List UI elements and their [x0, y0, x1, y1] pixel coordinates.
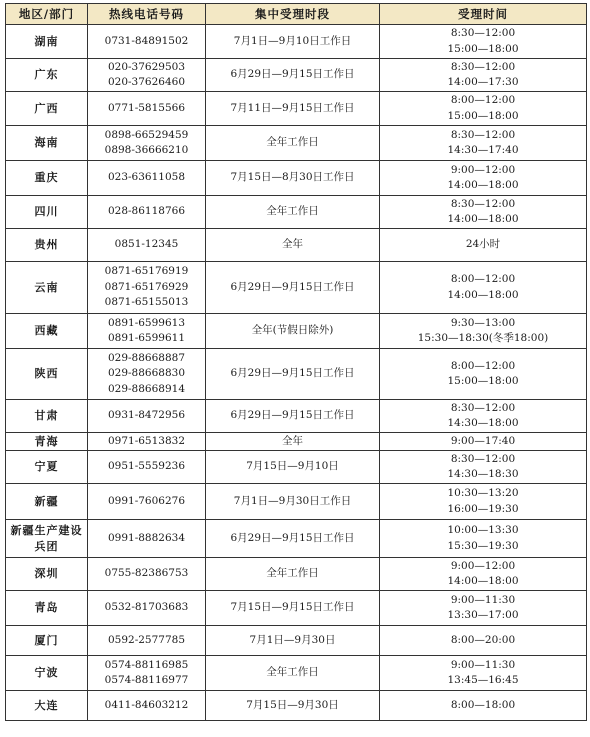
region-cell: 海南: [6, 126, 88, 161]
region-cell: 青海: [6, 433, 88, 451]
hours-cell: [380, 433, 587, 451]
period-cell: 全年工作日: [206, 196, 380, 229]
period-cell: 6月29日—9月15日工作日: [206, 520, 380, 558]
hours-range: 14:00—17:30: [447, 76, 519, 88]
table-row: [6, 400, 587, 433]
phone-number: 0991-8882634: [107, 531, 186, 544]
region-cell: 西藏: [6, 314, 88, 349]
phone-cell: [88, 558, 206, 591]
period-cell: 6月29日—9月15日工作日: [206, 400, 380, 433]
phone-cell: [88, 59, 206, 92]
hours-range: 8:00—12:00: [450, 94, 516, 106]
phone-number: 029-88668830: [107, 367, 186, 380]
hours-range: 13:45—16:45: [447, 674, 519, 686]
hours-range: 16:00—19:30: [447, 502, 519, 515]
phone-number: 0532-81703683: [104, 601, 189, 614]
header-region: 地区/部门: [6, 4, 88, 25]
hours-cell: [380, 691, 587, 721]
hours-range: 14:30—18:30: [447, 468, 519, 480]
hours-range: 14:00—18:00: [447, 179, 519, 191]
region-cell: 广东: [6, 59, 88, 92]
hours-range: 14:30—18:00: [447, 417, 519, 429]
phone-number: 0574-88116977: [104, 674, 189, 686]
phone-number: 0731-84891502: [104, 34, 189, 47]
hours-range: 14:00—18:00: [447, 213, 519, 225]
hours-range: 14:30—17:40: [447, 144, 519, 156]
hours-range: 14:00—18:00: [447, 575, 519, 587]
hours-range: 8:00—12:00: [450, 359, 516, 372]
hours-range: 15:00—18:00: [447, 109, 519, 122]
hours-range: 9:00—12:00: [450, 163, 516, 176]
region-cell: 宁波: [6, 656, 88, 691]
region-cell: 大连: [6, 691, 88, 721]
region-cell: 甘肃: [6, 400, 88, 433]
phone-number: 0871-65176929: [104, 280, 189, 293]
hours-range: 9:00—11:30: [450, 658, 516, 671]
hours-cell: [380, 262, 587, 314]
hours-range: 8:30—12:00: [450, 401, 516, 414]
phone-cell: [88, 451, 206, 484]
hours-cell: [380, 196, 587, 229]
hours-range: 24小时: [465, 238, 501, 251]
phone-cell: [88, 433, 206, 451]
phone-number: 0898-36666210: [104, 144, 189, 156]
hours-range: 9:00—17:40: [450, 434, 516, 447]
hours-range: 10:30—13:20: [447, 487, 519, 499]
phone-cell: [88, 520, 206, 558]
region-cell: 厦门: [6, 626, 88, 656]
region-cell: 陕西: [6, 349, 88, 400]
region-cell: 重庆: [6, 161, 88, 196]
hours-cell: [380, 626, 587, 656]
hours-range: 10:00—13:30: [447, 524, 519, 536]
period-cell: 全年(节假日除外): [206, 314, 380, 349]
region-cell: 新疆: [6, 484, 88, 520]
hours-range: 8:00—12:00: [450, 273, 516, 285]
phone-cell: [88, 626, 206, 656]
table-row: [6, 484, 587, 520]
phone-number: 0891-6599613: [107, 316, 186, 329]
hours-range: 15:30—19:30: [447, 539, 519, 552]
region-cell: 四川: [6, 196, 88, 229]
table-row: [6, 433, 587, 451]
table-row: [6, 656, 587, 691]
region-cell: 新疆生产建设兵团: [6, 520, 88, 558]
table-row: [6, 126, 587, 161]
period-cell: 全年: [206, 433, 380, 451]
hours-range: 15:30—18:30(冬季18:00): [417, 332, 549, 344]
table-row: [6, 520, 587, 558]
phone-cell: [88, 400, 206, 433]
table-row: [6, 558, 587, 591]
period-cell: 7月11日—9月15日工作日: [206, 92, 380, 126]
hotline-table-container: [5, 3, 586, 721]
phone-number: 028-86118766: [107, 205, 186, 218]
phone-number: 029-88668914: [107, 382, 186, 395]
table-row: [6, 161, 587, 196]
phone-cell: [88, 484, 206, 520]
hours-cell: [380, 484, 587, 520]
table-row: [6, 591, 587, 626]
period-cell: 7月15日—9月10日: [206, 451, 380, 484]
region-cell: 贵州: [6, 229, 88, 262]
hours-cell: [380, 314, 587, 349]
hours-range: 15:00—18:00: [447, 42, 519, 55]
phone-cell: [88, 25, 206, 59]
hours-cell: [380, 451, 587, 484]
table-row: [6, 59, 587, 92]
phone-number: 0771-5815566: [107, 101, 186, 114]
header-period: 集中受理时段: [206, 4, 380, 25]
table-row: [6, 626, 587, 656]
period-cell: 7月1日—9月10日工作日: [206, 25, 380, 59]
period-cell: 全年工作日: [206, 656, 380, 691]
table-row: [6, 262, 587, 314]
phone-number: 0931-8472956: [107, 409, 186, 422]
period-cell: 7月1日—9月30日工作日: [206, 484, 380, 520]
phone-cell: [88, 349, 206, 400]
hours-range: 8:30—12:00: [450, 197, 516, 210]
table-row: [6, 92, 587, 126]
hours-range: 8:00—20:00: [450, 633, 516, 646]
hours-cell: [380, 126, 587, 161]
phone-number: 0411-84603212: [104, 698, 189, 711]
phone-number: 0991-7606276: [107, 494, 186, 507]
period-cell: 6月29日—9月15日工作日: [206, 59, 380, 92]
hours-cell: [380, 656, 587, 691]
phone-number: 029-88668887: [107, 351, 186, 364]
hours-cell: [380, 59, 587, 92]
phone-cell: [88, 591, 206, 626]
phone-cell: [88, 92, 206, 126]
region-cell: 深圳: [6, 558, 88, 591]
phone-number: 0851-12345: [114, 238, 179, 251]
phone-number: 0755-82386753: [104, 567, 189, 580]
region-cell: 湖南: [6, 25, 88, 59]
phone-number: 0951-5559236: [107, 460, 186, 473]
period-cell: 7月15日—9月15日工作日: [206, 591, 380, 626]
region-cell: 青岛: [6, 591, 88, 626]
hours-range: 9:00—11:30: [450, 593, 516, 606]
region-cell: 广西: [6, 92, 88, 126]
table-row: [6, 196, 587, 229]
phone-number: 0871-65155013: [104, 296, 189, 309]
phone-cell: [88, 126, 206, 161]
phone-number: 0574-88116985: [104, 658, 189, 671]
hours-cell: [380, 161, 587, 196]
hours-cell: [380, 591, 587, 626]
hours-range: 15:00—18:00: [447, 375, 519, 387]
phone-number: 020-37629503: [107, 60, 186, 73]
phone-cell: [88, 691, 206, 721]
phone-number: 0592-2577785: [107, 633, 186, 646]
period-cell: 7月15日—8月30日工作日: [206, 161, 380, 196]
phone-number: 020-37626460: [107, 76, 186, 88]
phone-number: 0891-6599611: [107, 332, 186, 344]
phone-number: 0971-6513832: [107, 434, 186, 447]
period-cell: 7月15日—9月30日: [206, 691, 380, 721]
hours-range: 13:30—17:00: [447, 609, 519, 621]
hours-range: 8:30—12:00: [450, 452, 516, 465]
period-cell: 7月1日—9月30日: [206, 626, 380, 656]
table-row: [6, 314, 587, 349]
phone-cell: [88, 262, 206, 314]
hours-cell: [380, 558, 587, 591]
phone-number: 023-63611058: [107, 171, 186, 184]
hours-range: 9:30—13:00: [450, 316, 516, 329]
period-cell: 全年: [206, 229, 380, 262]
table-header-row: [6, 4, 587, 25]
hours-range: 8:30—12:00: [450, 128, 516, 141]
hours-range: 8:30—12:00: [450, 60, 516, 73]
table-row: [6, 229, 587, 262]
hours-cell: [380, 400, 587, 433]
hotline-table: [5, 3, 587, 721]
table-row: [6, 691, 587, 721]
period-cell: 全年工作日: [206, 126, 380, 161]
period-cell: 6月29日—9月15日工作日: [206, 349, 380, 400]
phone-cell: [88, 229, 206, 262]
phone-cell: [88, 196, 206, 229]
hours-range: 8:30—12:00: [450, 27, 516, 39]
hours-range: 9:00—12:00: [450, 559, 516, 572]
hours-cell: [380, 520, 587, 558]
table-row: [6, 349, 587, 400]
hours-cell: [380, 349, 587, 400]
header-hours: 受理时间: [380, 4, 587, 25]
phone-number: 0871-65176919: [104, 265, 189, 278]
hours-cell: [380, 92, 587, 126]
table-row: [6, 451, 587, 484]
hours-cell: [380, 229, 587, 262]
period-cell: 全年工作日: [206, 558, 380, 591]
header-phone: 热线电话号码: [88, 4, 206, 25]
hours-cell: [380, 25, 587, 59]
period-cell: 6月29日—9月15日工作日: [206, 262, 380, 314]
hours-range: 14:00—18:00: [447, 288, 519, 301]
region-cell: 宁夏: [6, 451, 88, 484]
phone-number: 0898-66529459: [104, 128, 189, 141]
hours-range: 8:00—18:00: [450, 698, 516, 711]
phone-cell: [88, 314, 206, 349]
table-body: [6, 25, 587, 721]
table-row: [6, 25, 587, 59]
phone-cell: [88, 161, 206, 196]
phone-cell: [88, 656, 206, 691]
region-cell: 云南: [6, 262, 88, 314]
